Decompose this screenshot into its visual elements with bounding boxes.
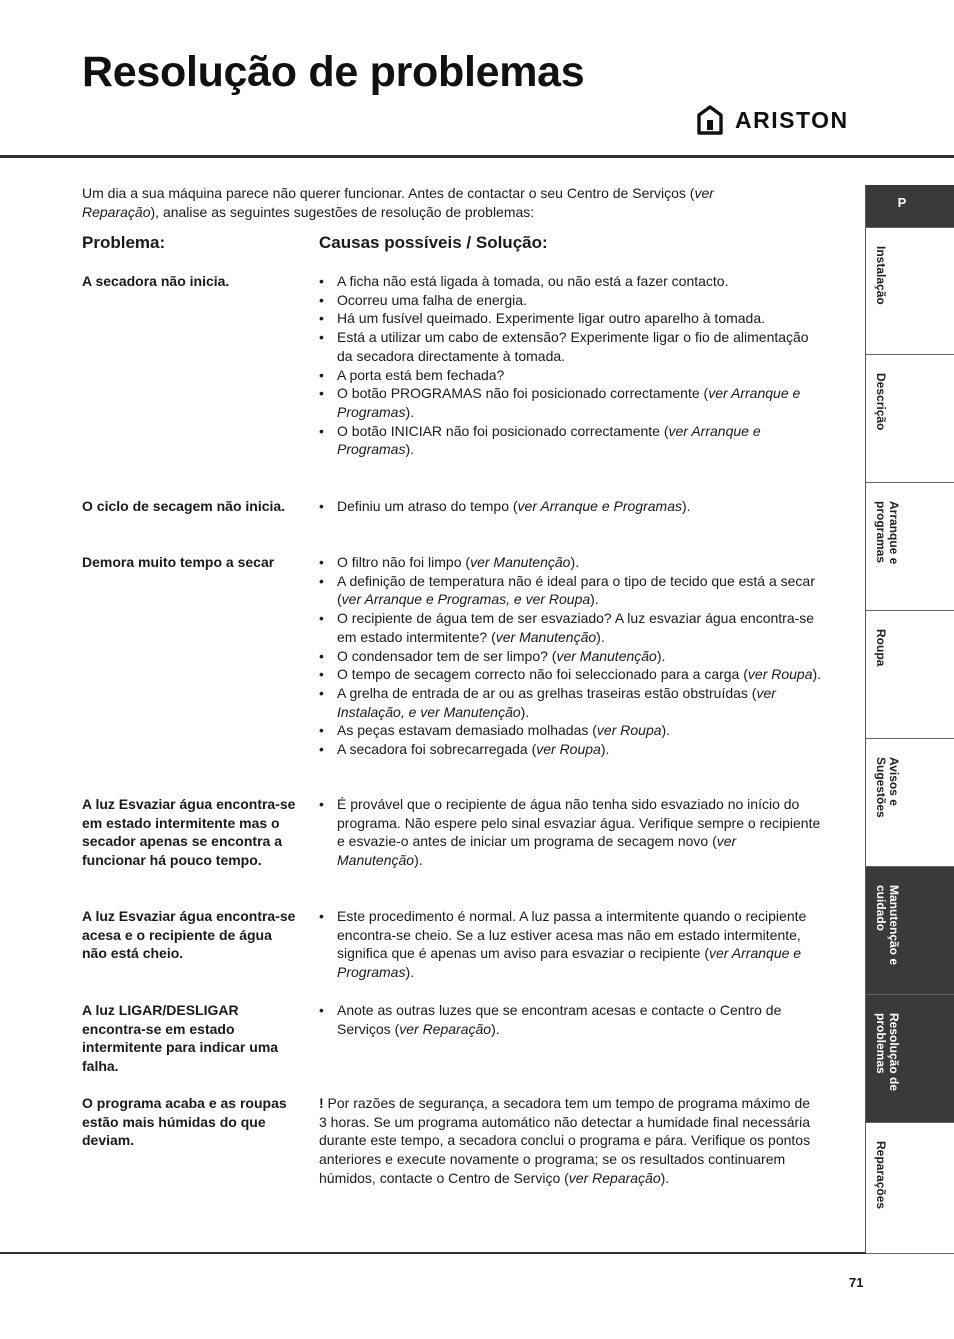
causes-list <box>319 795 824 870</box>
cross-reference: ver Arranque e Programas <box>337 945 802 981</box>
cause-item: • Definiu um atraso do tempo (ver Arranque e Programas). <box>319 497 824 516</box>
cross-reference: ver Manutenção <box>470 554 571 570</box>
problem-label: A secadora não inicia. <box>82 273 230 289</box>
brand-name: ARISTON <box>735 106 849 133</box>
cross-reference: ver Manutenção <box>556 647 657 664</box>
causes-list <box>319 1001 824 1038</box>
cause-item: • Ocorreu uma falha de energia. <box>319 291 824 310</box>
problem-label: A luz LIGAR/DESLIGAR encontra-se em estado intermitente para indicar uma falha. <box>82 1002 279 1075</box>
cause-item: • Este procedimento é normal. A luz passa a intermitente quando o recipiente encontra-se cheio. Se a luz estiver acesa mas não em estado intermitente, significa que é apenas um aviso para esvaziar o recipiente (ver Arranque e Programas). <box>319 907 824 982</box>
causes-list <box>319 553 824 759</box>
cause-item: • O recipiente de água tem de ser esvaziado? A luz esvaziar água encontra-se em estado intermitente? (ver Manutenção). <box>319 609 824 646</box>
cause-item: • Está a utilizar um cabo de extensão? Experimente ligar o fio de alimentação da secadora directamente à tomada. <box>319 328 824 365</box>
section-tab-label: Resolução de problemas <box>874 1013 901 1092</box>
cause-item: • O filtro não foi limpo (ver Manutenção). <box>319 553 824 572</box>
warning-mark: ! <box>319 1095 324 1111</box>
section-tabs <box>866 185 954 1254</box>
cause-item: • As peças estavam demasiado molhadas (ver Roupa). <box>319 721 824 740</box>
problem-column-heading: Problema: <box>82 233 166 252</box>
section-tab-label: Descrição <box>874 373 888 431</box>
problem-label: A luz Esvaziar água encontra-se acesa e o recipiente de água não está cheio. <box>82 908 296 962</box>
cross-reference: ver Roupa <box>747 666 813 683</box>
cause-item: • A ficha não está ligada à tomada, ou não está a fazer contacto. <box>319 272 824 291</box>
section-tab[interactable] <box>866 228 954 355</box>
cross-reference: ver Reparação <box>399 1020 492 1037</box>
header-divider <box>0 155 954 158</box>
section-tab[interactable] <box>866 611 954 739</box>
problem-label: A luz Esvaziar água encontra-se em estado intermitente mas o secador apenas se encontra a funcionar há pouco tempo. <box>82 796 296 869</box>
cause-item: • A secadora foi sobrecarregada (ver Roupa). <box>319 740 824 759</box>
causes-column-heading: Causas possíveis / Solução: <box>319 233 548 252</box>
section-tab-label: Manutenção e cuidado <box>874 885 901 966</box>
cause-item: • A porta está bem fechada? <box>319 366 824 385</box>
section-tab-label: Arranque e programas <box>874 501 901 565</box>
page-title: Resolução de problemas <box>82 48 585 96</box>
causes-list <box>319 272 824 459</box>
cause-item: • O tempo de secagem correcto não foi seleccionado para a carga (ver Roupa). <box>319 665 824 684</box>
cause-item: • O botão INICIAR não foi posicionado correctamente (ver Arranque e Programas). <box>319 422 824 459</box>
safety-note: ! Por razões de segurança, a secadora tem um tempo de programa máximo de 3 horas. Se um programa automático não detectar a humidade final necessária durante este tempo, a secadora conclui o programa e pára. Verifique os pontos anteriores e execute novamente o programa; se os resultados continuarem húmidos, contacte o Centro de Serviço (ver Reparação). <box>319 1095 811 1186</box>
causes-list <box>319 907 824 982</box>
cross-reference: ver Manutenção <box>337 833 737 869</box>
section-tab-label: P <box>897 195 907 210</box>
cross-reference: ver Arranque e Programas <box>337 422 761 458</box>
section-tab-label: Instalação <box>874 246 888 305</box>
problem-label: O ciclo de secagem não inicia. <box>82 498 286 514</box>
section-tab-label: Roupa <box>874 629 888 667</box>
causes-list <box>319 497 824 516</box>
section-tab-label: Reparações <box>874 1141 888 1210</box>
cross-reference: ver Roupa <box>596 722 662 739</box>
intro-text: Um dia a sua máquina parece não querer funcionar. Antes de contactar o seu Centro de Serviços (ver Reparação), analise as seguintes sugestões de resolução de problemas: <box>82 185 714 220</box>
cross-reference: ver Roupa <box>536 741 601 758</box>
problem-label: Demora muito tempo a secar <box>82 554 275 570</box>
section-tab[interactable] <box>866 867 954 995</box>
page-number: 71 <box>849 1275 864 1290</box>
footer-divider <box>0 1252 866 1254</box>
section-tab[interactable] <box>866 483 954 611</box>
cross-reference: ver Arranque e Programas <box>517 498 682 514</box>
cross-reference: ver Manutenção <box>495 628 597 645</box>
cause-item: • A grelha de entrada de ar ou as grelhas traseiras estão obstruídas (ver Instalação, e ver Manutenção). <box>319 684 824 721</box>
cause-item: • Anote as outras luzes que se encontram acesas e contacte o Centro de Serviços (ver Reparação). <box>319 1001 824 1038</box>
ariston-house-icon <box>697 105 723 135</box>
cause-item: • É provável que o recipiente de água não tenha sido esvaziado no início do programa. Não espere pelo sinal esvaziar água. Verifique sempre o recipiente e esvazie-o antes de iniciar um programa de secagem novo (ver Manutenção). <box>319 795 824 870</box>
cross-reference: ver Arranque e Programas <box>337 385 801 420</box>
section-tab[interactable] <box>866 995 954 1123</box>
section-tab[interactable] <box>866 185 954 228</box>
cause-item: • O botão PROGRAMAS não foi posicionado correctamente (ver Arranque e Programas). <box>319 384 824 421</box>
problem-label: O programa acaba e as roupas estão mais húmidas do que deviam. <box>82 1095 287 1149</box>
cause-item: • Há um fusível queimado. Experimente ligar outro aparelho à tomada. <box>319 309 824 328</box>
section-tab-label: Avisos e Sugestões <box>874 757 901 818</box>
cross-reference: ver Instalação, e ver Manutenção <box>337 684 776 720</box>
brand-logo <box>697 104 849 136</box>
section-tab[interactable] <box>866 739 954 867</box>
cause-item: • O condensador tem de ser limpo? (ver Manutenção). <box>319 647 824 666</box>
section-tab[interactable] <box>866 355 954 483</box>
cause-item: • A definição de temperatura não é ideal para o tipo de tecido que está a secar (ver Arranque e Programas, e ver Roupa). <box>319 572 824 609</box>
section-tab[interactable] <box>866 1123 954 1254</box>
cross-reference: ver Arranque e Programas, e ver Roupa <box>341 591 591 608</box>
